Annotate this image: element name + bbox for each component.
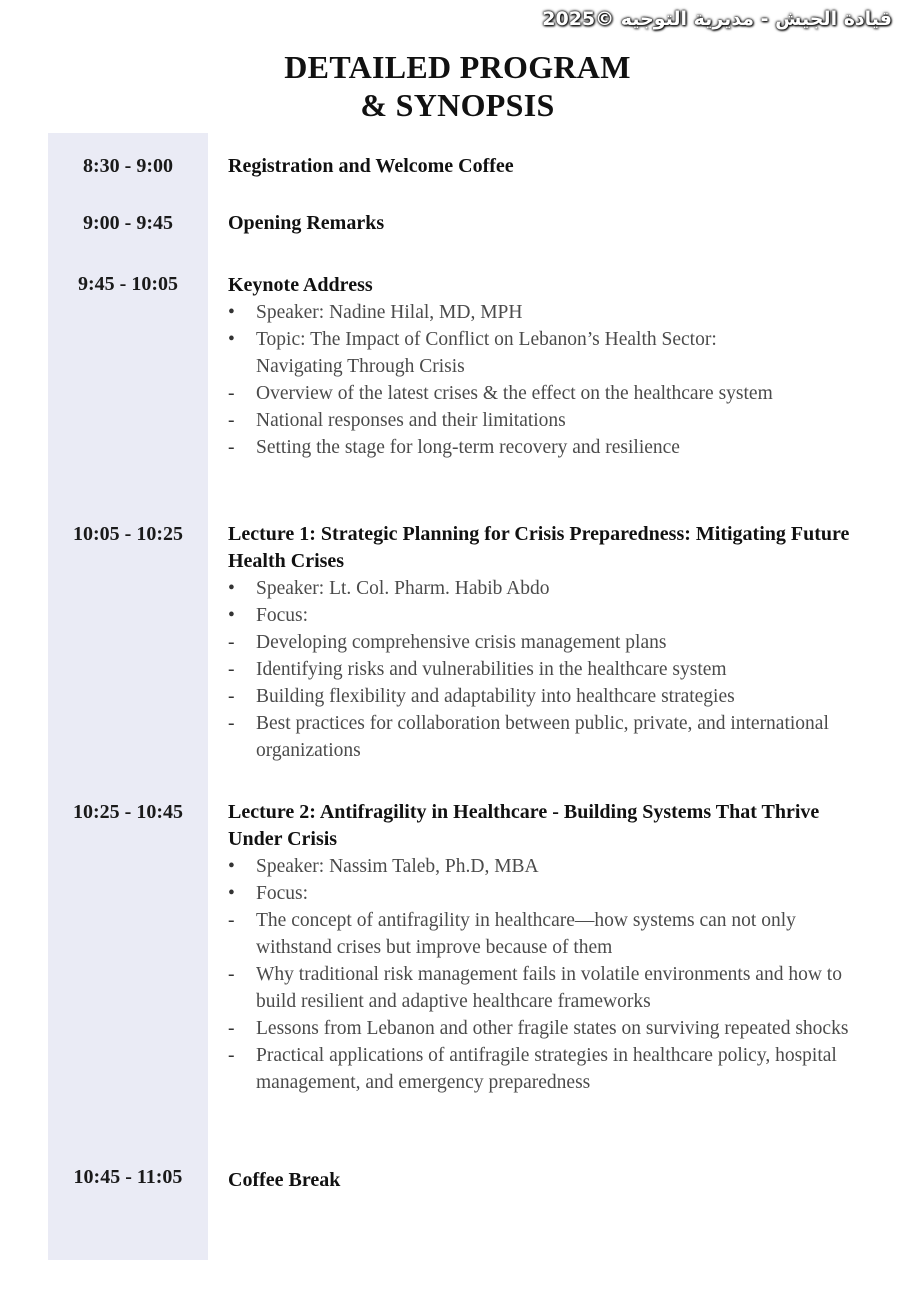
item-text: Overview of the latest crises & the effect on the healthcare system [256, 383, 773, 404]
session-items [228, 853, 873, 1096]
list-item [228, 710, 858, 764]
dash-marker: - [228, 910, 235, 931]
bullet-marker: • [228, 302, 235, 323]
session-title: Registration and Welcome Coffee [228, 155, 514, 177]
list-item [228, 575, 858, 602]
time-column [48, 133, 208, 1260]
session-registration [228, 153, 873, 180]
dash-marker: - [228, 410, 235, 431]
dash-marker: - [228, 686, 235, 707]
bullet-marker: • [228, 856, 235, 877]
dash-marker: - [228, 437, 235, 458]
bullet-marker: • [228, 578, 235, 599]
list-item [228, 326, 788, 380]
session-keynote [228, 272, 788, 461]
bullet-marker: • [228, 605, 235, 626]
session-time: 9:45 - 10:05 [78, 273, 178, 295]
session-opening-remarks [228, 210, 873, 237]
session-title: Lecture 1: Strategic Planning for Crisis Preparedness: Mitigating Future Health Crises [228, 523, 850, 572]
item-text: The concept of antifragility in healthcare—how systems can not only withstand crises but improve because of them [256, 910, 796, 958]
list-item [228, 880, 873, 907]
item-text: Developing comprehensive crisis management plans [256, 632, 667, 653]
dash-marker: - [228, 632, 235, 653]
list-item [228, 683, 858, 710]
item-text: Lessons from Lebanon and other fragile states on surviving repeated shocks [256, 1018, 849, 1039]
list-item [228, 1015, 873, 1042]
item-text: Focus: [256, 605, 309, 626]
list-item [228, 407, 788, 434]
item-text: Speaker: Nassim Taleb, Ph.D, MBA [256, 856, 539, 877]
page-title-line-1: DETAILED PROGRAM [284, 49, 631, 85]
session-coffee-break [228, 1167, 873, 1194]
item-text: Why traditional risk management fails in volatile environments and how to build resilient and adaptive healthcare frameworks [256, 964, 842, 1012]
dash-marker: - [228, 964, 235, 985]
item-text: Setting the stage for long-term recovery and resilience [256, 437, 680, 458]
list-item [228, 629, 858, 656]
list-item [228, 907, 873, 961]
dash-marker: - [228, 659, 235, 680]
session-items [228, 575, 858, 764]
session-title: Lecture 2: Antifragility in Healthcare - Building Systems That Thrive Under Crisis [228, 801, 820, 850]
bullet-marker: • [228, 883, 235, 904]
session-lecture-1 [228, 521, 858, 764]
dash-marker: - [228, 713, 235, 734]
item-text: Building flexibility and adaptability into healthcare strategies [256, 686, 735, 707]
dash-marker: - [228, 1018, 235, 1039]
session-time: 8:30 - 9:00 [83, 155, 173, 177]
item-text: Speaker: Nadine Hilal, MD, MPH [256, 302, 523, 323]
session-time: 9:00 - 9:45 [83, 212, 173, 234]
item-text: Speaker: Lt. Col. Pharm. Habib Abdo [256, 578, 550, 599]
session-items [228, 299, 788, 461]
item-text: Identifying risks and vulnerabilities in the healthcare system [256, 659, 727, 680]
watermark: قيادة الجيش - مديرية التوجيه ©2025 [542, 8, 892, 30]
list-item [228, 961, 873, 1015]
item-text: Best practices for collaboration between public, private, and international organizations [256, 713, 829, 761]
list-item [228, 1042, 873, 1096]
session-title: Opening Remarks [228, 212, 385, 234]
session-title: Keynote Address [228, 274, 373, 296]
item-text: Focus: [256, 883, 309, 904]
page-title-line-2: & SYNOPSIS [360, 87, 555, 123]
session-time: 10:45 - 11:05 [73, 1166, 183, 1188]
session-title: Coffee Break [228, 1169, 341, 1191]
list-item [228, 299, 788, 326]
session-lecture-2 [228, 799, 873, 1096]
item-text: National responses and their limitations [256, 410, 566, 431]
dash-marker: - [228, 383, 235, 404]
list-item [228, 656, 858, 683]
dash-marker: - [228, 1045, 235, 1066]
page-title [0, 48, 900, 124]
session-time: 10:05 - 10:25 [73, 523, 183, 545]
session-time: 10:25 - 10:45 [73, 801, 183, 823]
list-item [228, 380, 788, 407]
list-item [228, 853, 873, 880]
item-text: Practical applications of antifragile strategies in healthcare policy, hospital management, and emergency preparedness [256, 1045, 837, 1093]
list-item [228, 434, 788, 461]
list-item [228, 602, 858, 629]
bullet-marker: • [228, 329, 235, 350]
item-text: Topic: The Impact of Conflict on Lebanon’s Health Sector: Navigating Through Crisis [256, 329, 717, 377]
